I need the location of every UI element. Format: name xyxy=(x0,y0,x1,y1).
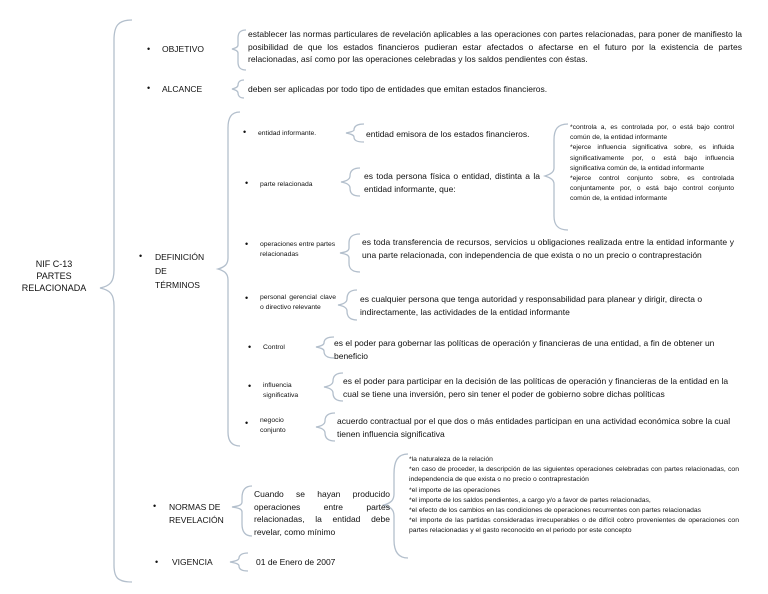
definicion-label-line: DE xyxy=(155,266,167,276)
vigencia-text: 01 de Enero de 2007 xyxy=(256,557,336,567)
def-personal-gerencial: es cualquier persona que tenga autoridad y responsabilidad para planear y dirigir, directa o indirectamente, las actividades de la entidad informante xyxy=(360,294,703,317)
normas-text: Cuando se hayan producido operaciones entre partes relacionadas, la entidad debe revelar, como mínimo xyxy=(254,489,390,537)
term-brace-1 xyxy=(346,124,364,142)
bullet: • xyxy=(243,127,247,137)
term-brace-5 xyxy=(316,337,334,358)
list-item: *controla a, es controlada por, o está bajo control común de, la entidad informante xyxy=(570,124,734,142)
list-item: *la naturaleza de la relación xyxy=(409,456,493,463)
bullet: • xyxy=(147,83,151,93)
list-item: *el importe de las operaciones xyxy=(409,486,501,494)
term-personal-gerencial: personal gerencial clave o directivo relevante xyxy=(260,294,336,312)
bullet: • xyxy=(245,178,249,188)
alcance-text: deben ser aplicadas por todo tipo de entidades que emitan estados financieros. xyxy=(248,84,548,94)
term-parte-relacionada: parte relacionada xyxy=(260,181,313,188)
root-line: NIF C-13 xyxy=(35,259,73,269)
vigencia-brace xyxy=(230,553,248,571)
list-item: *ejerce control conjunto sobre, es controlada conjuntamente por, o está bajo control conjunto común de, la entidad informante xyxy=(570,175,734,203)
bullet: • xyxy=(245,239,249,249)
root-line: RELACIONADA xyxy=(21,283,87,293)
normas-brace xyxy=(232,486,252,536)
bullet: • xyxy=(147,44,151,54)
bullet: • xyxy=(245,293,249,303)
alcance-brace xyxy=(232,80,244,98)
list-item: *el importe de los saldos pendientes, a cargo y/o a favor de partes relacionadas, xyxy=(409,496,651,504)
term-control: Control xyxy=(263,344,285,351)
term-brace-3 xyxy=(340,234,360,272)
definicion-label-line: DEFINICIÓN xyxy=(155,252,205,262)
normas-label-line: NORMAS DE xyxy=(169,502,221,512)
term-brace-6 xyxy=(324,373,343,401)
list-item: *el efecto de los cambios en las condiciones de operaciones recurrentes con partes relacionadas xyxy=(409,507,702,515)
objetivo-brace xyxy=(232,30,246,70)
list-item: *ejerce influencia significativa sobre, es influida significativamente por, o está bajo influencia significativa común de, la entidad informante xyxy=(570,144,734,172)
term-influencia: influencia significativa xyxy=(263,382,299,400)
bullet: • xyxy=(248,342,252,352)
term-operaciones: operaciones entre partes relacionadas xyxy=(260,241,336,259)
bullet: • xyxy=(245,418,249,428)
def-influencia: es el poder para participar en la decisión de las políticas de operación y financieras de la entidad en la cual se tiene una inversión, pero sin tener el poder de gobierno sobre dichas políticas xyxy=(343,376,729,399)
root-node xyxy=(14,258,94,294)
bullet: • xyxy=(153,501,157,511)
vigencia-label: VIGENCIA xyxy=(172,557,213,567)
list-item: *en caso de proceder, la descripción de las siguientes operaciones celebradas con partes relacionadas, con independencia de que exista o no precio o contraprestación xyxy=(409,466,739,484)
def-negocio-conjunto: acuerdo contractual por el que dos o más entidades participan en una actividad económica sobre la cual tienen influencia significativa xyxy=(337,416,731,439)
parte-relacionada-sublist xyxy=(570,123,734,205)
term-negocio-conjunto: negocio conjunto xyxy=(260,417,286,435)
term-brace-2 xyxy=(341,168,360,196)
bullet: • xyxy=(139,251,143,261)
parte-sub-brace xyxy=(545,124,568,230)
alcance-label: ALCANCE xyxy=(162,84,203,94)
definicion-label-line: TÉRMINOS xyxy=(155,280,200,290)
term-entidad-informante: entidad informante. xyxy=(258,130,317,137)
objetivo-label: OBJETIVO xyxy=(162,44,205,54)
normas-label-line: REVELACIÓN xyxy=(169,515,224,525)
def-operaciones: es toda transferencia de recursos, servicios u obligaciones realizada entre la entidad informante y una parte relacionada, con independencia de que exista o no un precio o contraprestación xyxy=(362,237,734,260)
normas-items xyxy=(409,455,739,537)
root-line: PARTES xyxy=(36,271,72,281)
term-brace-7 xyxy=(316,413,335,441)
def-entidad-informante: entidad emisora de los estados financieros. xyxy=(366,129,530,139)
normas-label xyxy=(169,501,224,527)
definicion-label xyxy=(155,250,204,292)
def-control: es el poder para gobernar las políticas de operación y financieras de una entidad, a fin de obtener un beneficio xyxy=(334,338,715,361)
def-parte-relacionada: es toda persona física o entidad, distinta a la entidad informante, que: xyxy=(364,171,540,194)
list-item: *el importe de las partidas consideradas irrecuperables o de difícil cobro provenientes de operaciones con partes relacionadas y el gasto reconocido en el periodo por este concepto xyxy=(409,517,739,535)
main-brace xyxy=(100,20,132,582)
term-brace-4 xyxy=(338,290,357,320)
objetivo-text: establecer las normas particulares de revelación aplicables a las operaciones con partes relacionadas, para poner de manifiesto la posibilidad de que los estados financieros pudieran estar afectados o afectarse en el futuro por la existencia de partes relacionadas, así como por las operaciones celebradas y los saldos pendientes con éstas. xyxy=(248,29,742,64)
bullet: • xyxy=(155,557,159,567)
definicion-brace xyxy=(218,112,240,446)
bullet: • xyxy=(248,381,252,391)
